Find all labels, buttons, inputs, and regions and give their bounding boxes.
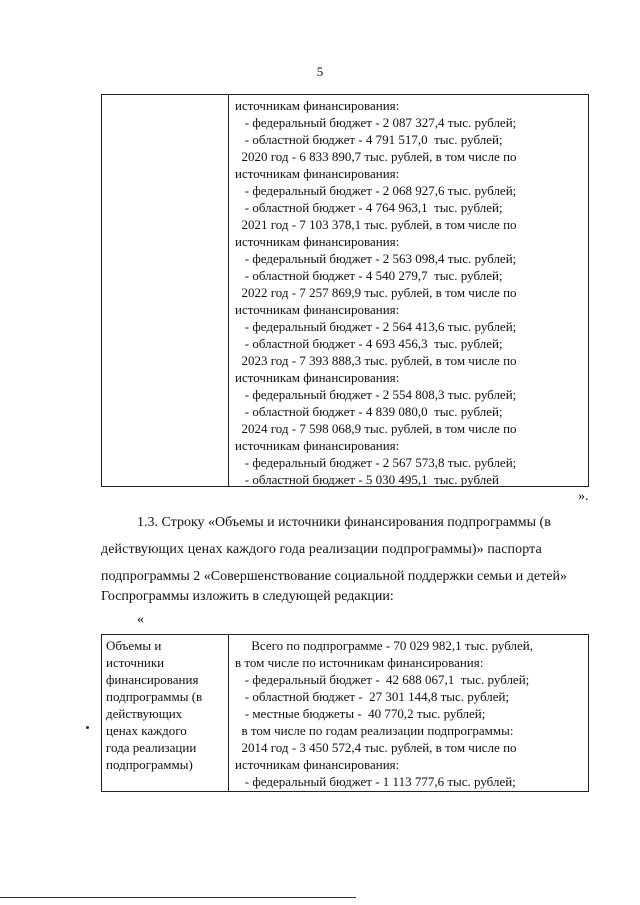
table-line: - областной бюджет - 4 839 080,0 тыс. рублей; (235, 404, 503, 419)
table-line: 2023 год - 7 393 888,3 тыс. рублей, в том числе по (235, 353, 517, 368)
table-line: источникам финансирования: (235, 370, 400, 385)
table-line: - областной бюджет - 27 301 144,8 тыс. рублей; (235, 689, 510, 704)
table-line: - областной бюджет - 4 764 963,1 тыс. рублей; (235, 200, 503, 215)
table-line: источникам финансирования: (235, 166, 400, 181)
table-line: подпрограммы) (106, 757, 193, 772)
paragraph-line: подпрограммы 2 «Совершенствование социальной поддержки семьи и детей» (101, 569, 567, 584)
page-number: 5 (316, 64, 324, 79)
table-line: источникам финансирования: (235, 757, 400, 772)
table-right-column-text (235, 97, 517, 488)
table-line: источникам финансирования: (235, 234, 400, 249)
table-line: источникам финансирования: (235, 302, 400, 317)
table-line: подпрограммы (в (106, 689, 203, 704)
closing-quote: ». (578, 489, 589, 504)
table-left-column (102, 95, 229, 486)
table-line: источникам финансирования: (235, 98, 400, 113)
table-line: 2022 год - 7 257 869,9 тыс. рублей, в том числе по (235, 285, 517, 300)
table-line: 2021 год - 7 103 378,1 тыс. рублей, в том числе по (235, 217, 517, 232)
table-line: года реализации (106, 740, 197, 755)
table-line: ценах каждого (106, 723, 187, 738)
table-line: - федеральный бюджет - 2 564 413,6 тыс. рублей; (235, 319, 517, 334)
paragraph-line: Госпрограммы изложить в следующей редакции: (101, 589, 394, 604)
table-line: - областной бюджет - 4 791 517,0 тыс. рублей; (235, 132, 503, 147)
table-line: - федеральный бюджет - 2 087 327,4 тыс. рублей; (235, 115, 517, 130)
table-line: - федеральный бюджет - 2 068 927,6 тыс. рублей; (235, 183, 517, 198)
table-line: 2020 год - 6 833 890,7 тыс. рублей, в том числе по (235, 149, 517, 164)
paragraph-line: действующих ценах каждого года реализации подпрограммы)» паспорта (101, 542, 542, 557)
table-line: - областной бюджет - 4 693 456,3 тыс. рублей; (235, 336, 503, 351)
table-line: действующих (106, 706, 183, 721)
table-line: - федеральный бюджет - 42 688 067,1 тыс. рублей; (235, 672, 530, 687)
financing-table-continued (101, 94, 589, 487)
footer-rule (0, 897, 356, 898)
table-line: в том числе по годам реализации подпрограммы: (235, 723, 514, 738)
table-line: - федеральный бюджет - 1 113 777,6 тыс. рублей; (235, 774, 516, 789)
paragraph-line: 1.3. Строку «Объемы и источники финансирования подпрограммы (в (137, 515, 551, 530)
table-line: в том числе по источникам финансирования: (235, 655, 484, 670)
table-left-column-text (106, 637, 202, 773)
opening-quote: « (137, 612, 144, 627)
financing-table-new (101, 634, 589, 792)
table-line: 2024 год - 7 598 068,9 тыс. рублей, в том числе по (235, 421, 517, 436)
table-line: - областной бюджет - 4 540 279,7 тыс. рублей; (235, 268, 503, 283)
table-line: - областной бюджет - 5 030 495,1 тыс. рублей (235, 472, 499, 487)
table-line: - федеральный бюджет - 2 567 573,8 тыс. рублей; (235, 455, 517, 470)
table-line: источники (106, 655, 165, 670)
table-line: 2014 год - 3 450 572,4 тыс. рублей, в том числе по (235, 740, 517, 755)
scan-mark (86, 726, 89, 729)
table-right-column-text (235, 637, 533, 790)
table-line: - федеральный бюджет - 2 563 098,4 тыс. рублей; (235, 251, 517, 266)
table-line: - федеральный бюджет - 2 554 808,3 тыс. рублей; (235, 387, 517, 402)
table-line: Всего по подпрограмме - 70 029 982,1 тыс. рублей, (235, 638, 533, 653)
table-line: - местные бюджеты - 40 770,2 тыс. рублей; (235, 706, 486, 721)
table-line: финансирования (106, 672, 199, 687)
table-line: источникам финансирования: (235, 438, 400, 453)
table-line: Объемы и (106, 638, 162, 653)
